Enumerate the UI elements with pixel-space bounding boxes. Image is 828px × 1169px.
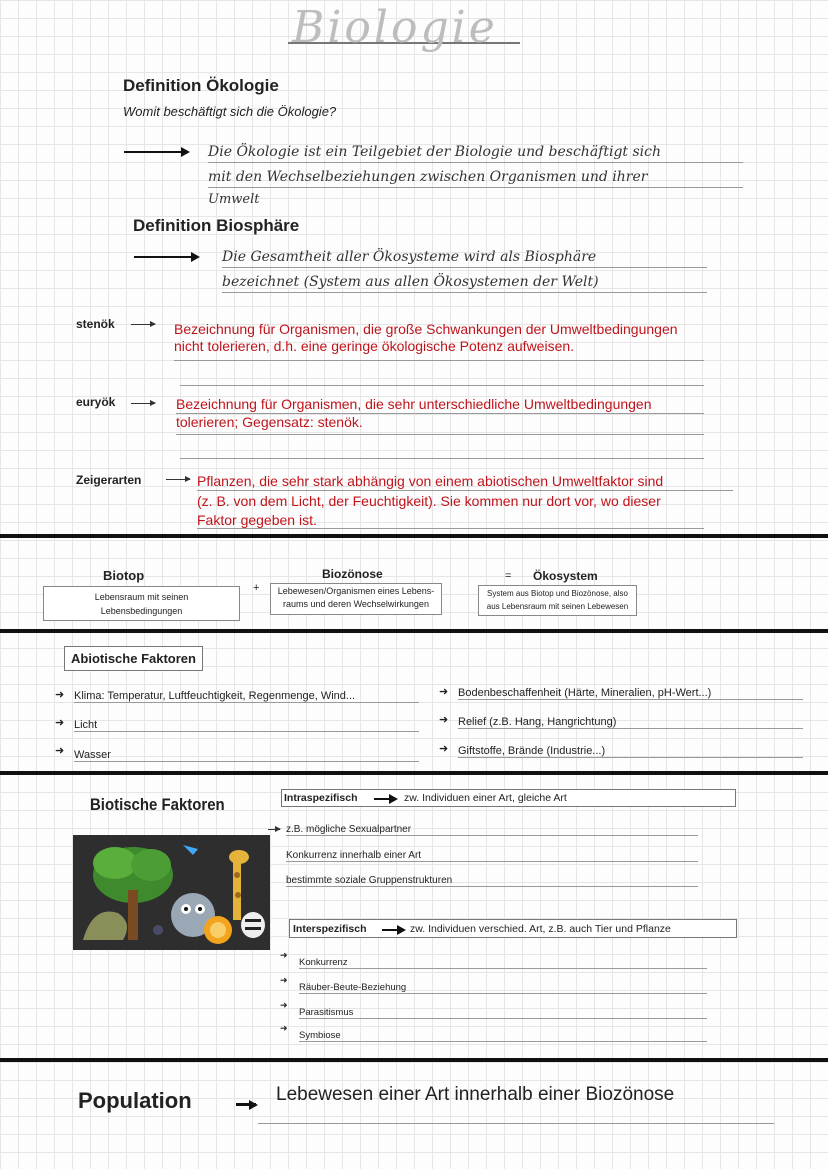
inter-label: Interspezifisch [293,923,367,935]
oekologie-question: Womit beschäftigt sich die Ökologie? [123,104,337,119]
plus-sign: + [253,582,260,594]
euryoek-definition-line-1: Bezeichnung für Organismen, die sehr unterschiedliche Umweltbedingungen [176,396,704,414]
oekologie-answer-line-3: Umwelt [208,192,260,207]
biotop-title: Biotop [103,568,145,583]
inter-box [289,919,737,938]
population-definition: Lebewesen einer Art innerhalb einer Biozönose [276,1084,675,1105]
arrow-icon: ➜ [55,689,65,701]
stenoek-definition-line-1: Bezeichnung für Organismen, die große Schwankungen der Umweltbedingungen [174,321,678,337]
animals-illustration [73,835,270,950]
term-euryoek: euryök [76,395,116,409]
arrow-icon: ➜ [280,1000,288,1010]
arrow-icon: ➜ [280,950,288,960]
section-divider [0,629,828,633]
biosphaere-heading: Definition Biosphäre [133,216,300,235]
oekologie-heading: Definition Ökologie [123,76,279,95]
zeigerarten-definition-line-3: Faktor gegeben ist. [197,512,704,529]
biosphaere-arrow-icon [134,256,198,258]
section-divider [0,534,828,538]
equals-sign: = [505,570,512,582]
arrow-icon: ➜ [55,745,65,757]
biosphaere-answer-line-2: bezeichnet (System aus allen Ökosystemen der Welt) [222,272,707,293]
arrow-icon [382,929,404,931]
oekosystem-title: Ökosystem [533,569,598,583]
population-arrow-icon [236,1103,256,1106]
intra-item: Konkurrenz innerhalb einer Art [286,850,698,862]
section-divider [0,1058,828,1062]
arrow-icon: ➜ [439,686,449,698]
population-label: Population [78,1088,192,1113]
arrow-icon: ➜ [55,717,65,729]
section-divider [0,771,828,775]
arrow-icon: ➜ [439,714,449,726]
biotop-box: Lebensraum mit seinen Lebensbedingungen [43,586,240,621]
euryoek-arrow-icon [131,403,155,404]
zeigerarten-arrow-icon [166,479,190,480]
biotisch-heading: Biotische Faktoren [90,795,225,814]
arrow-icon [374,798,396,800]
arrow-icon [268,829,280,830]
oekologie-answer-line-2: mit den Wechselbeziehungen zwischen Organismen und ihrer [208,167,743,188]
zeigerarten-definition-line-1: Pflanzen, die sehr stark abhängig von einem abiotischen Umweltfaktor sind [197,473,733,491]
intra-item: bestimmte soziale Gruppenstrukturen [286,875,698,887]
arrow-icon: ➜ [439,743,449,755]
oekosystem-box: System aus Biotop und Biozönose, also aus Lebensraum mit seinen Lebewesen [478,585,637,616]
intra-box [281,789,736,807]
stenoek-arrow-icon [131,324,155,325]
term-stenoek: stenök [76,317,115,331]
intra-label: Intraspezifisch [284,792,358,804]
oekologie-answer-line-1: Die Ökologie ist ein Teilgebiet der Biologie und beschäftigt sich [208,142,743,163]
intra-item: z.B. mögliche Sexualpartner [286,824,698,836]
page-title: Biologie [282,2,542,72]
stenoek-definition-line-2: nicht tolerieren, d.h. eine geringe ökologische Potenz aufweisen. [174,338,575,354]
arrow-icon: ➜ [280,975,288,985]
biozoenose-title: Biozönose [322,567,383,581]
biosphaere-answer-line-1: Die Gesamtheit aller Ökosysteme wird als Biosphäre [222,247,707,268]
oekologie-arrow-icon [124,151,188,153]
term-zeigerarten: Zeigerarten [76,473,142,487]
arrow-icon: ➜ [280,1023,288,1033]
intra-desc: zw. Individuen einer Art, gleiche Art [404,792,567,804]
zeigerarten-definition-line-2: (z. B. von dem Licht, der Feuchtigkeit). Sie kommen nur dort vor, wo dieser [197,493,661,509]
euryoek-definition-line-2: tolerieren; Gegensatz: stenök. [176,414,363,430]
abiotisch-heading: Abiotische Faktoren [64,646,203,671]
biozoenose-box: Lebewesen/Organismen eines Lebens- raums und deren Wechselwirkungen [270,583,442,615]
inter-desc: zw. Individuen verschied. Art, z.B. auch Tier und Pflanze [410,923,671,935]
